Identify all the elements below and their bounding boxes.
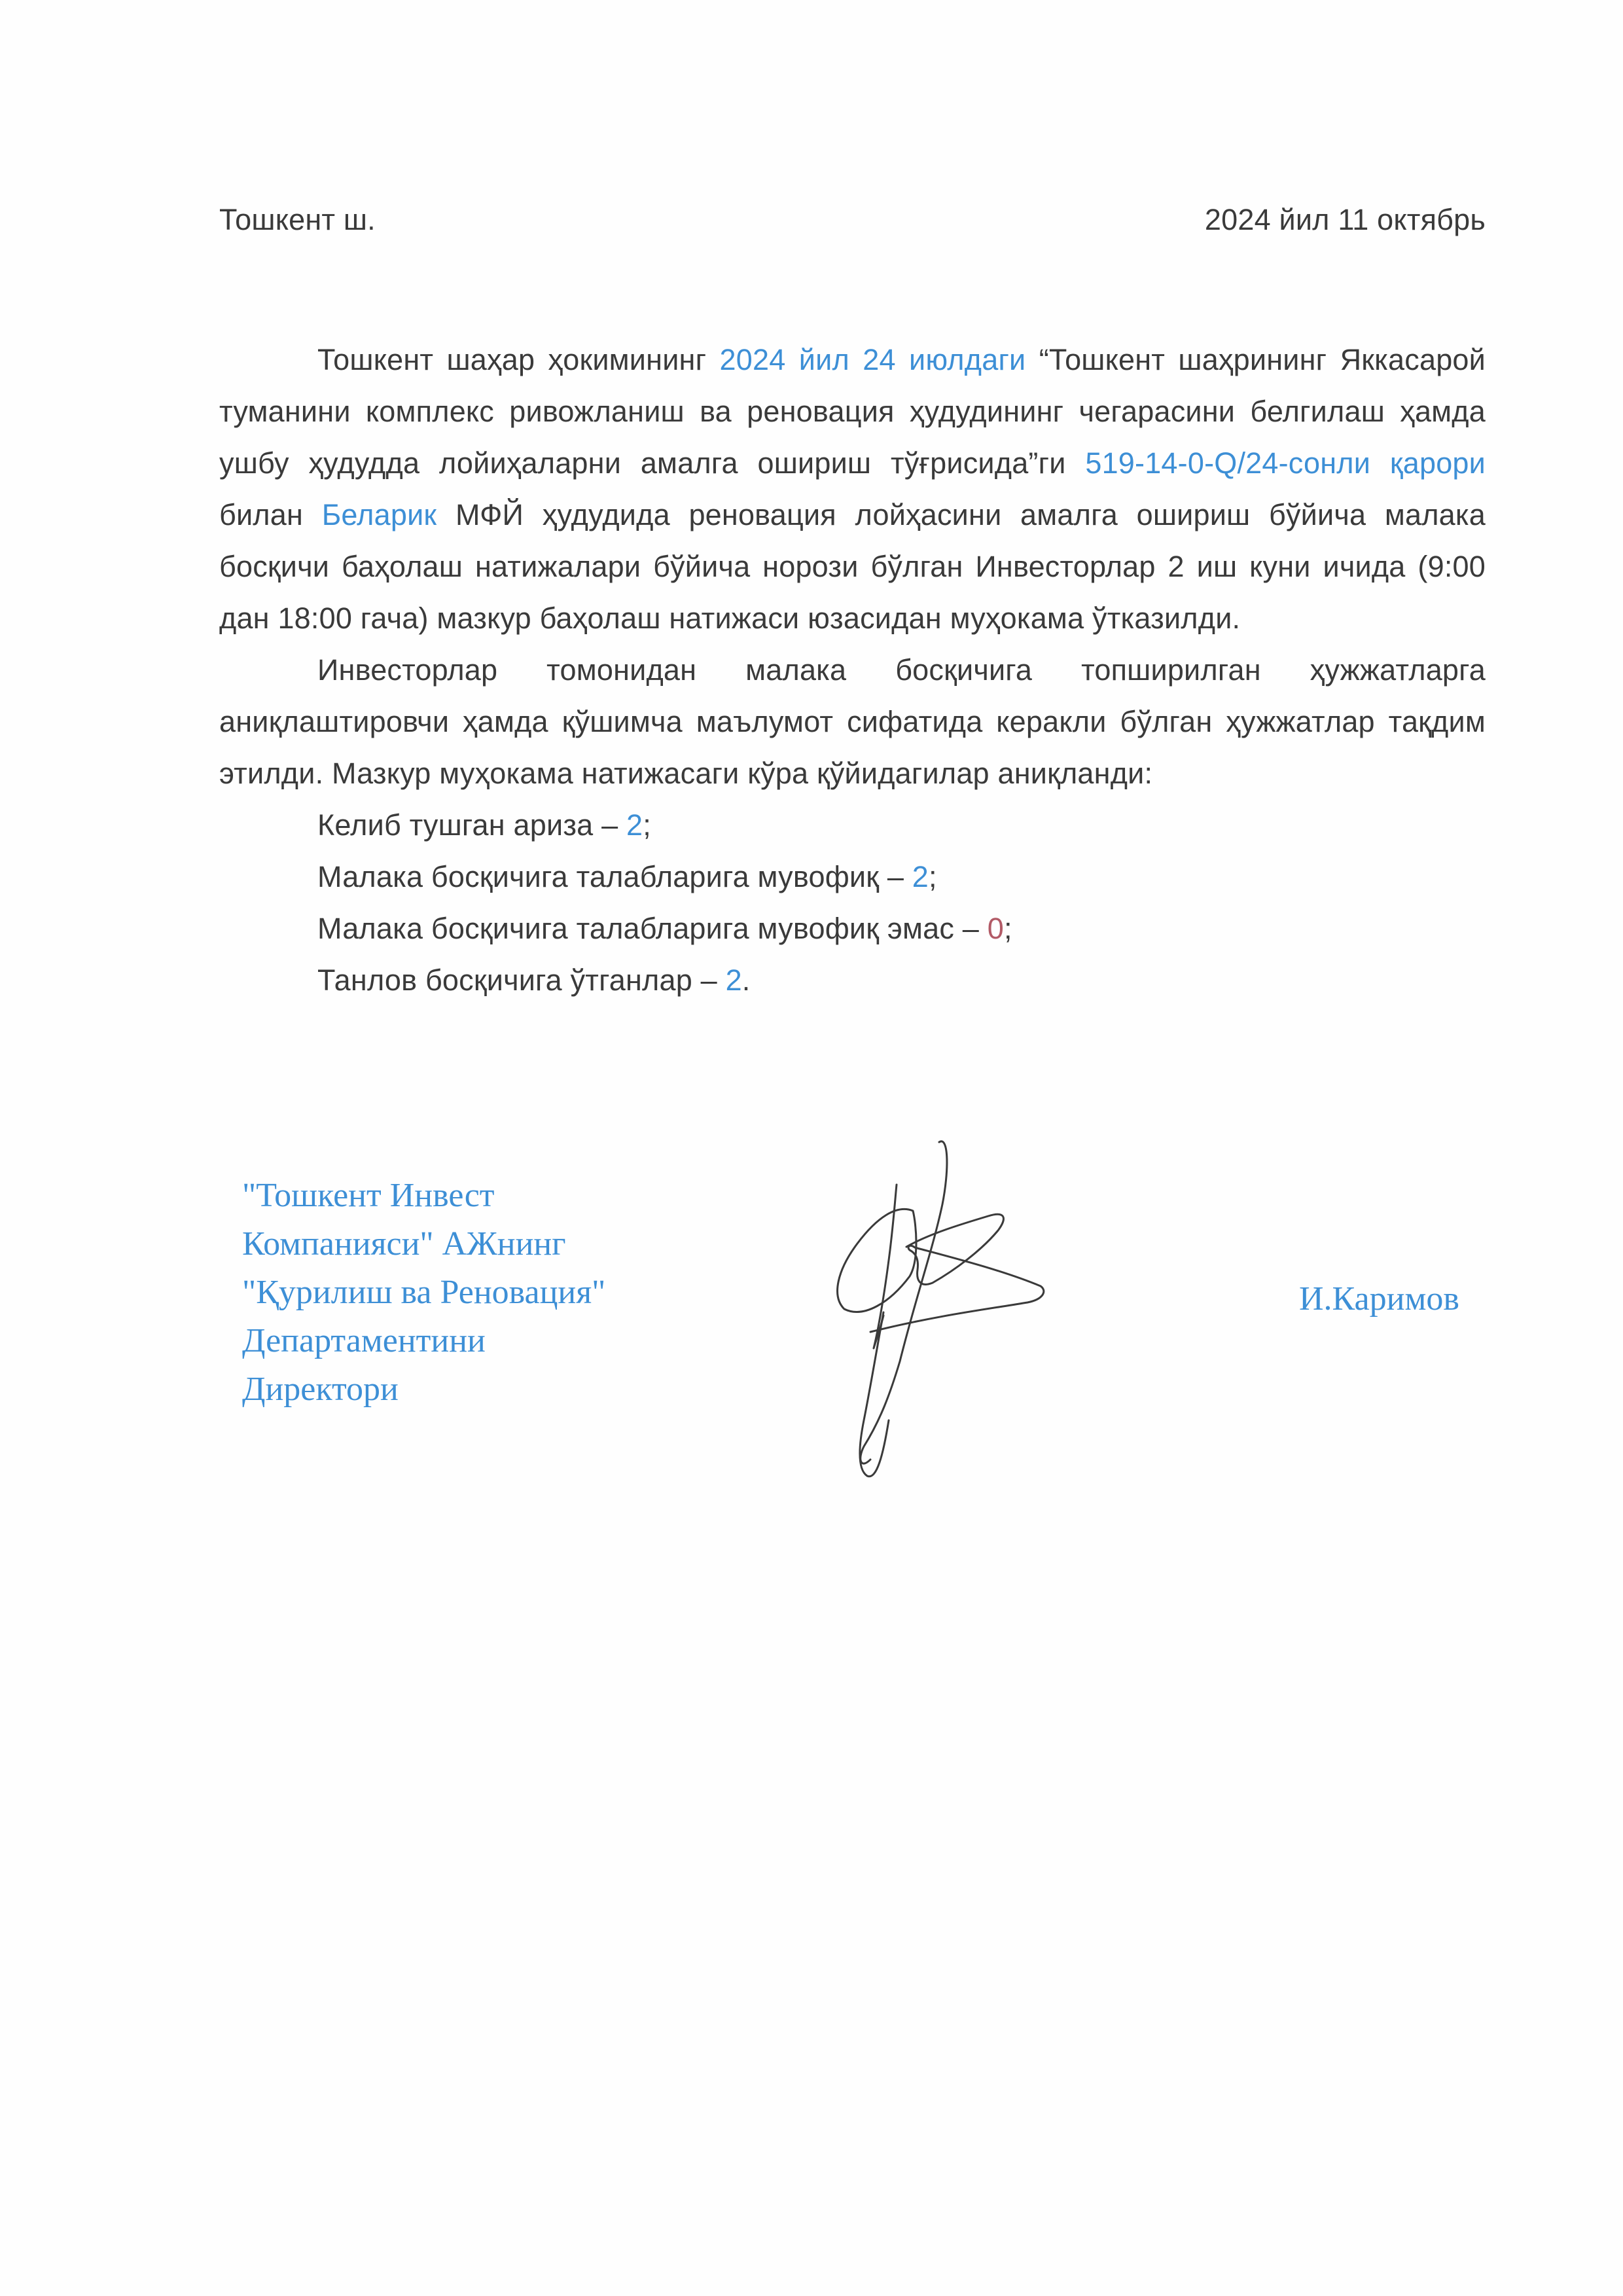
result-value: 2 xyxy=(626,808,643,842)
document-body xyxy=(219,334,1486,1006)
result-label: Танлов босқичига ўтганлар – xyxy=(317,963,726,997)
result-punct: . xyxy=(741,963,751,997)
document-date: 2024 йил 11 октябрь xyxy=(1204,203,1486,236)
result-label: Малака босқичига талабларига мувофиқ – xyxy=(317,860,912,893)
document-header xyxy=(219,203,1486,237)
signatory-line: Директори xyxy=(242,1371,399,1408)
result-value: 2 xyxy=(725,963,742,997)
signatory-line: "Қурилиш ва Реновация" xyxy=(242,1274,606,1311)
result-punct: ; xyxy=(1003,912,1012,945)
result-label: Келиб тушган ариза – xyxy=(317,808,627,842)
paragraph-2: Инвесторлар томонидан малака босқичига топширилган ҳужжатларга аниқлаштировчи ҳамда қўшимча маълумот сифатида керакли бўлган ҳужжатлар тақдим этилди. Мазкур муҳокама натижасаги кўра қўйидагилар аниқланди: xyxy=(219,653,1486,790)
paragraph-1-text-b: билан xyxy=(219,498,322,531)
result-punct: ; xyxy=(643,808,651,842)
paragraph-1-text-c: МФЙ ҳудудида реновация лойҳасини амалга ошириш бўйича малака босқичи баҳолаш натижалари бўйича норози бўлган Инвесторлар 2 иш куни ичида (9:00 дан 18:00 гача) мазкур баҳолаш натижаси юзасидан муҳокама ўтказилди. xyxy=(219,498,1486,635)
place-label: Тошкент ш. xyxy=(219,203,376,236)
signatory-line: Департаментини xyxy=(242,1322,486,1359)
signatory-title xyxy=(242,1172,605,1414)
paragraph-1 xyxy=(219,334,1486,644)
result-item xyxy=(219,954,1486,1006)
mahalla-name: Беларик xyxy=(321,498,437,531)
signatory-line: "Тошкент Инвест xyxy=(242,1177,495,1214)
handwritten-signature xyxy=(818,1113,1538,1571)
result-label: Малака босқичига талабларига мувофиқ эмас – xyxy=(317,912,988,945)
result-punct: ; xyxy=(929,860,937,893)
result-value: 0 xyxy=(987,912,1004,945)
decree-number: 519-14-0-Q/24-сонли қарори xyxy=(1085,446,1486,480)
results-list xyxy=(219,799,1486,1006)
paragraph-1-text-a: Тошкент шаҳар ҳокимининг xyxy=(317,343,720,376)
result-item xyxy=(219,903,1486,954)
signatory-line: Компанияси" АЖнинг xyxy=(242,1225,566,1263)
signature-icon xyxy=(818,1113,1538,1571)
result-value: 2 xyxy=(912,860,929,893)
decree-date: 2024 йил 24 июлдаги xyxy=(719,343,1026,376)
result-item xyxy=(219,799,1486,851)
result-item xyxy=(219,851,1486,903)
decree-title: “Тошкент шаҳрининг Яккасарой туманини комплекс ривожланиш ва реновация ҳудудининг чегарасини белгилаш ҳамда ушбу ҳудудда лойиҳаларни амалга ошириш тўғрисида”ги xyxy=(219,343,1486,480)
signer-name: И.Каримов xyxy=(1299,1280,1459,1318)
